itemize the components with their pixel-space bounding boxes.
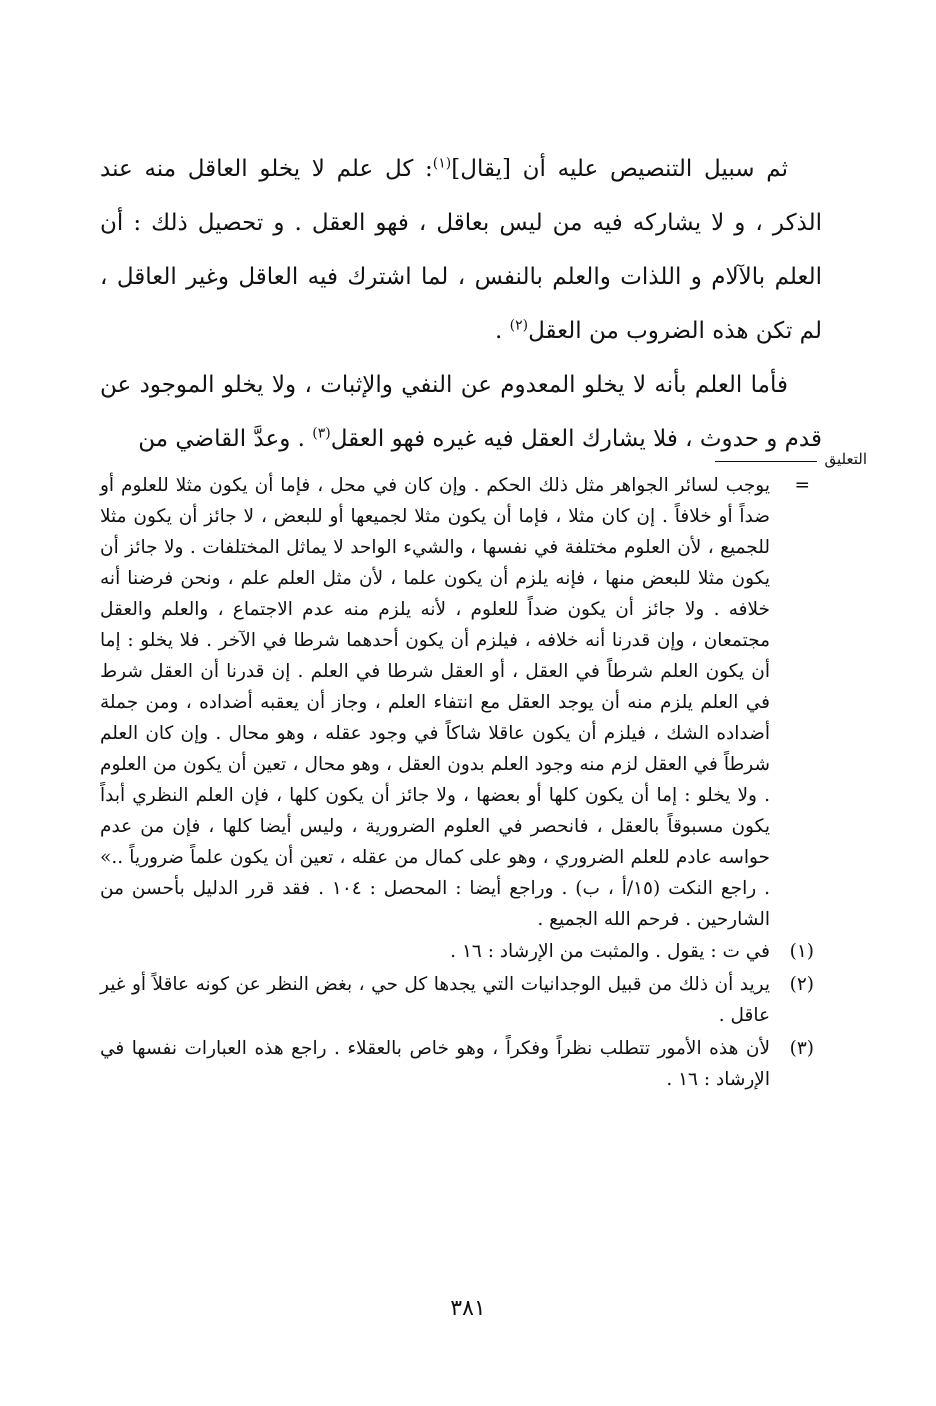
main-paragraph-2 <box>100 358 822 466</box>
main-paragraph-1 <box>100 142 822 358</box>
footnote-number-2: (٢) <box>789 974 814 995</box>
footnote-ref-3: (٣) <box>312 425 331 442</box>
footnote-text-2: يريد أن ذلك من قبيل الوجدانيات التي يجدها كل حي ، بغض النظر عن كونه عاقلاً أو غير عاقل . <box>100 974 770 1026</box>
main-paragraph-1-part-1: ثم سبيل التنصيص عليه أن [يقال] <box>451 156 788 182</box>
footnote-text-3: لأن هذه الأمور تتطلب نظراً وفكراً ، وهو خاص بالعقلاء . راجع هذه العبارات نفسها في الإرشاد : ١٦ . <box>100 1038 770 1090</box>
footnotes-section <box>100 470 822 1097</box>
page-number: ٣٨١ <box>450 1296 486 1321</box>
commentary-label: التعليق <box>824 450 867 468</box>
commentary-divider <box>715 448 867 470</box>
continuation-mark: = <box>794 475 810 496</box>
footnote-2 <box>100 969 822 1031</box>
footnote-3 <box>100 1033 822 1095</box>
footnote-text-1: في ت : يقول . والمثبت من الإرشاد : ١٦ . <box>450 941 770 962</box>
main-text <box>100 142 822 466</box>
commentary-continuation <box>100 470 822 935</box>
footnote-number-3: (٣) <box>789 1038 814 1059</box>
divider-line <box>715 461 817 462</box>
footnote-1 <box>100 936 822 967</box>
footnote-ref-1: (١) <box>432 155 452 172</box>
commentary-text: يوجب لسائر الجواهر مثل ذلك الحكم . وإن كان في محل ، فإما أن يكون مثلا للعلوم أو ضداً أو خلافاً . إن كان مثلا ، فإما أن يكون مثلا لجميعها أو للبعض ، لا جائز أن يكون مثلا للجميع ، لأن العلوم مختلفة في نفسها ، والشيء الواحد لا يماثل المختلفات . ولا جائز أن يكون مثلا للبعض منها ، فإنه يلزم أن يكون علما ، لأن مثل العلم علم ، ونحن فرضنا أنه خلافه . ولا جائز أن يكون ضداً للعلوم ، لأنه يلزم منه عدم الاجتماع ، والعلم والعقل مجتمعان ، وإن قدرنا أنه خلافه ، فيلزم أن يكون أحدهما شرطا في الآخر . فلا يخلو : إما أن يكون العلم شرطاً في العقل ، أو العقل شرطا في العلم . إن قدرنا أن العقل شرط في العلم يلزم منه أن يوجد العقل مع انتفاء العلم ، وجاز أن يعقبه أضداده ، ومن جملة أضداده الشك ، فيلزم أن يكون عاقلا شاكاً في وجود عقله ، وهو محال . وإن كان العلم شرطاً في العقل لزم منه وجود العلم بدون العقل ، وهو محال ، تعين أن يكون من العلوم . ولا يخلو : إما أن يكون كلها أو بعضها ، ولا جائز أن يكون كلها ، فإن العلم النظري أبداً يكون مسبوقاً بالعقل ، فانحصر في العلوم الضرورية ، وليس أيضا كلها ، فإن من عدم حواسه عادم للعلم الضروري ، وهو على كمال من عقله ، تعين أن يكون علماً ضرورياً ..» . راجع النكت (١٥/أ ، ب) . وراجع أيضا : المحصل : ١٠٤ . فقد قرر الدليل بأحسن من الشارحين . فرحم الله الجميع . <box>100 475 770 930</box>
main-paragraph-1-part-2: : كل علم لا يخلو العاقل منه عند الذكر ، و لا يشاركه فيه من ليس بعاقل ، فهو العقل . و تحصيل ذلك : أن العلم بالآلام و اللذات والعلم بالنفس ، لما اشترك فيه العاقل وغير العاقل ، لم تكن هذه الضروب من العقل <box>100 156 822 344</box>
main-paragraph-1-end: . <box>495 318 510 344</box>
main-paragraph-2-part-1: فأما العلم بأنه لا يخلو المعدوم عن النفي والإثبات ، ولا يخلو الموجود عن قدم و حدوث ، فلا يشارك العقل فيه غيره فهو العقل <box>100 372 822 452</box>
main-paragraph-2-part-2: . وعدَّ القاضي من <box>138 426 313 452</box>
footnote-ref-2: (٢) <box>509 317 529 334</box>
footnote-number-1: (١) <box>789 941 814 962</box>
